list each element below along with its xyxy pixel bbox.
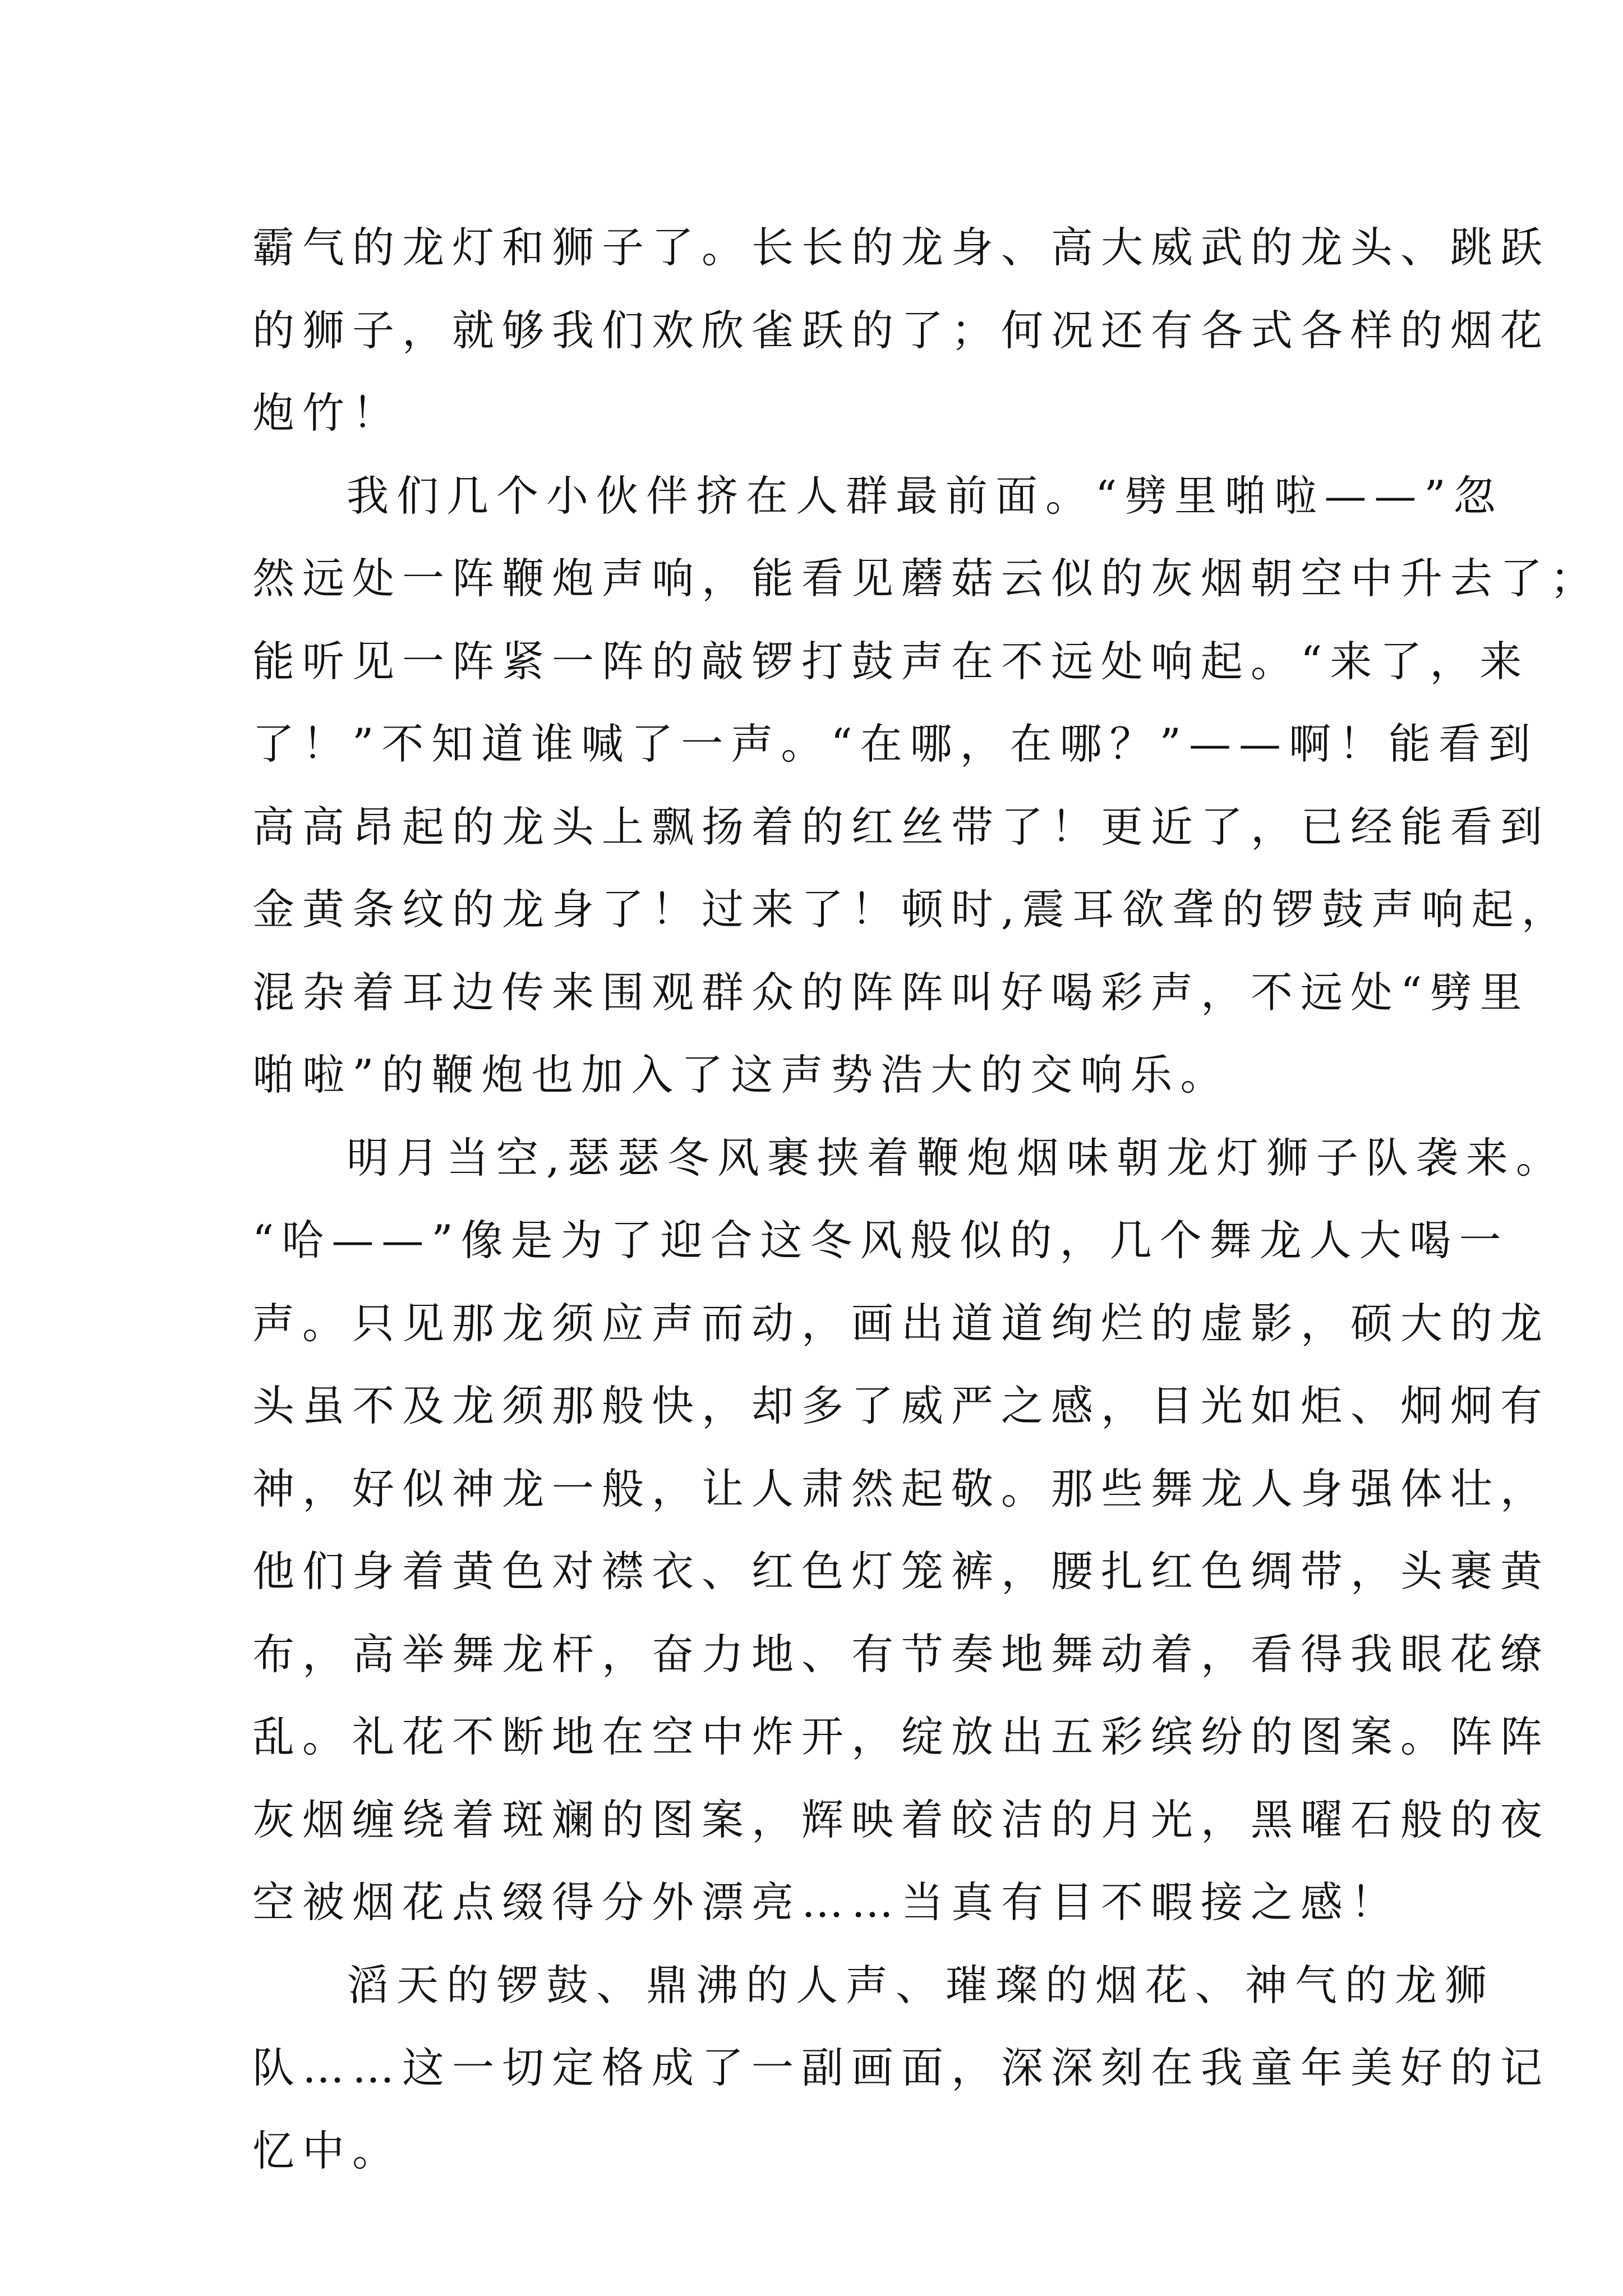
paragraph-first-line: 我们几个小伙伴挤在人群最前面。“劈里啪啦——”忽: [347, 471, 1504, 521]
text-line: 队……这一切定格成了一副画面，深深刻在我童年美好的记: [252, 2043, 1551, 2092]
text-line: 灰烟缠绕着斑斓的图案，辉映着皎洁的月光，黑曜石般的夜: [252, 1795, 1551, 1844]
text-line: 啪啦”的鞭炮也加入了这声势浩大的交响乐。: [252, 1050, 1230, 1099]
text-line: 神，好似神龙一般，让人肃然起敬。那些舞龙人身强体壮，: [252, 1464, 1551, 1513]
text-line: 了！”不知道谁喊了一声。“在哪，在哪？”——啊！能看到: [252, 719, 1539, 769]
text-line: 能听见一阵紧一阵的敲锣打鼓声在不远处响起。“来了，来: [252, 636, 1530, 686]
text-line: 布，高举舞龙杆，奋力地、有节奏地舞动着，看得我眼花缭: [252, 1629, 1551, 1679]
text-line: 乱。礼花不断地在空中炸开，绽放出五彩缤纷的图案。阵阵: [252, 1712, 1551, 1761]
text-line: “哈——”像是为了迎合这冬风般似的，几个舞龙人大喝一: [252, 1216, 1509, 1265]
text-line: 的狮子，就够我们欢欣雀跃的了；何况还有各式各样的烟花: [252, 305, 1551, 355]
text-line: 空被烟花点缀得分外漂亮……当真有目不暇接之感！: [252, 1878, 1401, 1927]
text-line: 他们身着黄色对襟衣、红色灯笼裤，腰扎红色绸带，头裹黄: [252, 1547, 1551, 1596]
text-line: 头虽不及龙须那般快，却多了威严之感，目光如炬、炯炯有: [252, 1381, 1551, 1430]
text-line: 炮竹！: [252, 388, 403, 438]
paragraph-first-line: 明月当空,瑟瑟冬风裹挟着鞭炮烟味朝龙灯狮子队袭来。: [347, 1133, 1566, 1182]
text-line: 金黄条纹的龙身了！过来了！顿时,震耳欲聋的锣鼓声响起，: [252, 885, 1571, 934]
text-line: 忆中。: [252, 2125, 403, 2175]
paragraph-first-line: 滔天的锣鼓、鼎沸的人声、璀璨的烟花、神气的龙狮: [347, 1960, 1495, 2010]
text-line: 混杂着耳边传来围观群众的阵阵叫好喝彩声，不远处“劈里: [252, 967, 1530, 1017]
essay-body: [252, 206, 1601, 2192]
text-line: 然远处一阵鞭炮声响，能看见蘑菇云似的灰烟朝空中升去了；: [252, 554, 1601, 603]
text-line: 高高昂起的龙头上飘扬着的红丝带了！更近了，已经能看到: [252, 802, 1551, 852]
text-line: 霸气的龙灯和狮子了。长长的龙身、高大威武的龙头、跳跃: [252, 223, 1551, 272]
text-line: 声。只见那龙须应声而动，画出道道绚烂的虚影，硕大的龙: [252, 1298, 1551, 1348]
